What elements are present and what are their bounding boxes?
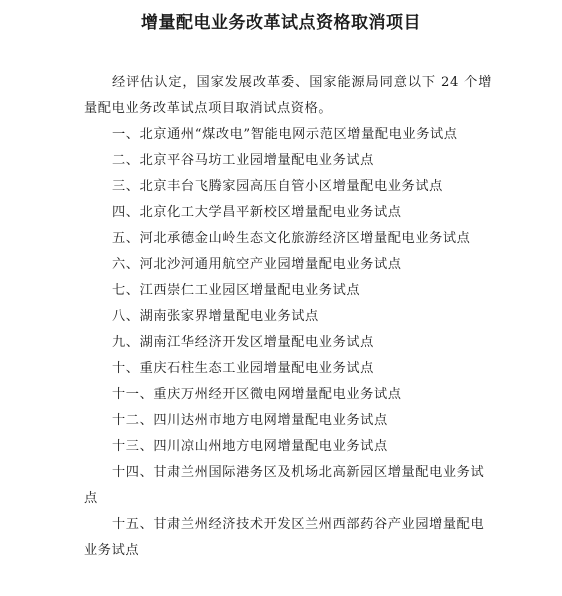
list-item: 十三、四川凉山州地方电网增量配电业务试点 <box>112 439 388 454</box>
list-item: 十、重庆石柱生态工业园增量配电业务试点 <box>112 361 374 376</box>
list-item: 六、河北沙河通用航空产业园增量配电业务试点 <box>112 257 402 272</box>
intro-paragraph: 经评估认定，国家发展改革委、国家能源局同意以下 24 个增量配电业务改革试点项目取消试点资格。 <box>84 75 492 116</box>
document-title: 增量配电业务改革试点资格取消项目 <box>141 13 421 33</box>
list-item: 二、北京平谷马坊工业园增量配电业务试点 <box>112 153 374 168</box>
list-item: 四、北京化工大学昌平新校区增量配电业务试点 <box>112 205 402 220</box>
list-item: 十四、甘肃兰州国际港务区及机场北高新园区增量配电业务试点 <box>84 465 485 506</box>
list-item: 十一、重庆万州经开区微电网增量配电业务试点 <box>112 387 402 402</box>
list-item: 八、湖南张家界增量配电业务试点 <box>112 309 319 324</box>
list-item: 五、河北承德金山岭生态文化旅游经济区增量配电业务试点 <box>112 231 471 246</box>
list-item: 七、江西崇仁工业园区增量配电业务试点 <box>112 283 361 298</box>
project-list <box>84 122 496 564</box>
list-item: 十二、四川达州市地方电网增量配电业务试点 <box>112 413 388 428</box>
list-item: 三、北京丰台飞腾家园高压自管小区增量配电业务试点 <box>112 179 443 194</box>
list-item: 一、北京通州“煤改电”智能电网示范区增量配电业务试点 <box>112 127 458 142</box>
list-item: 九、湖南江华经济开发区增量配电业务试点 <box>112 335 374 350</box>
list-item: 十五、甘肃兰州经济技术开发区兰州西部药谷产业园增量配电业务试点 <box>84 517 485 558</box>
